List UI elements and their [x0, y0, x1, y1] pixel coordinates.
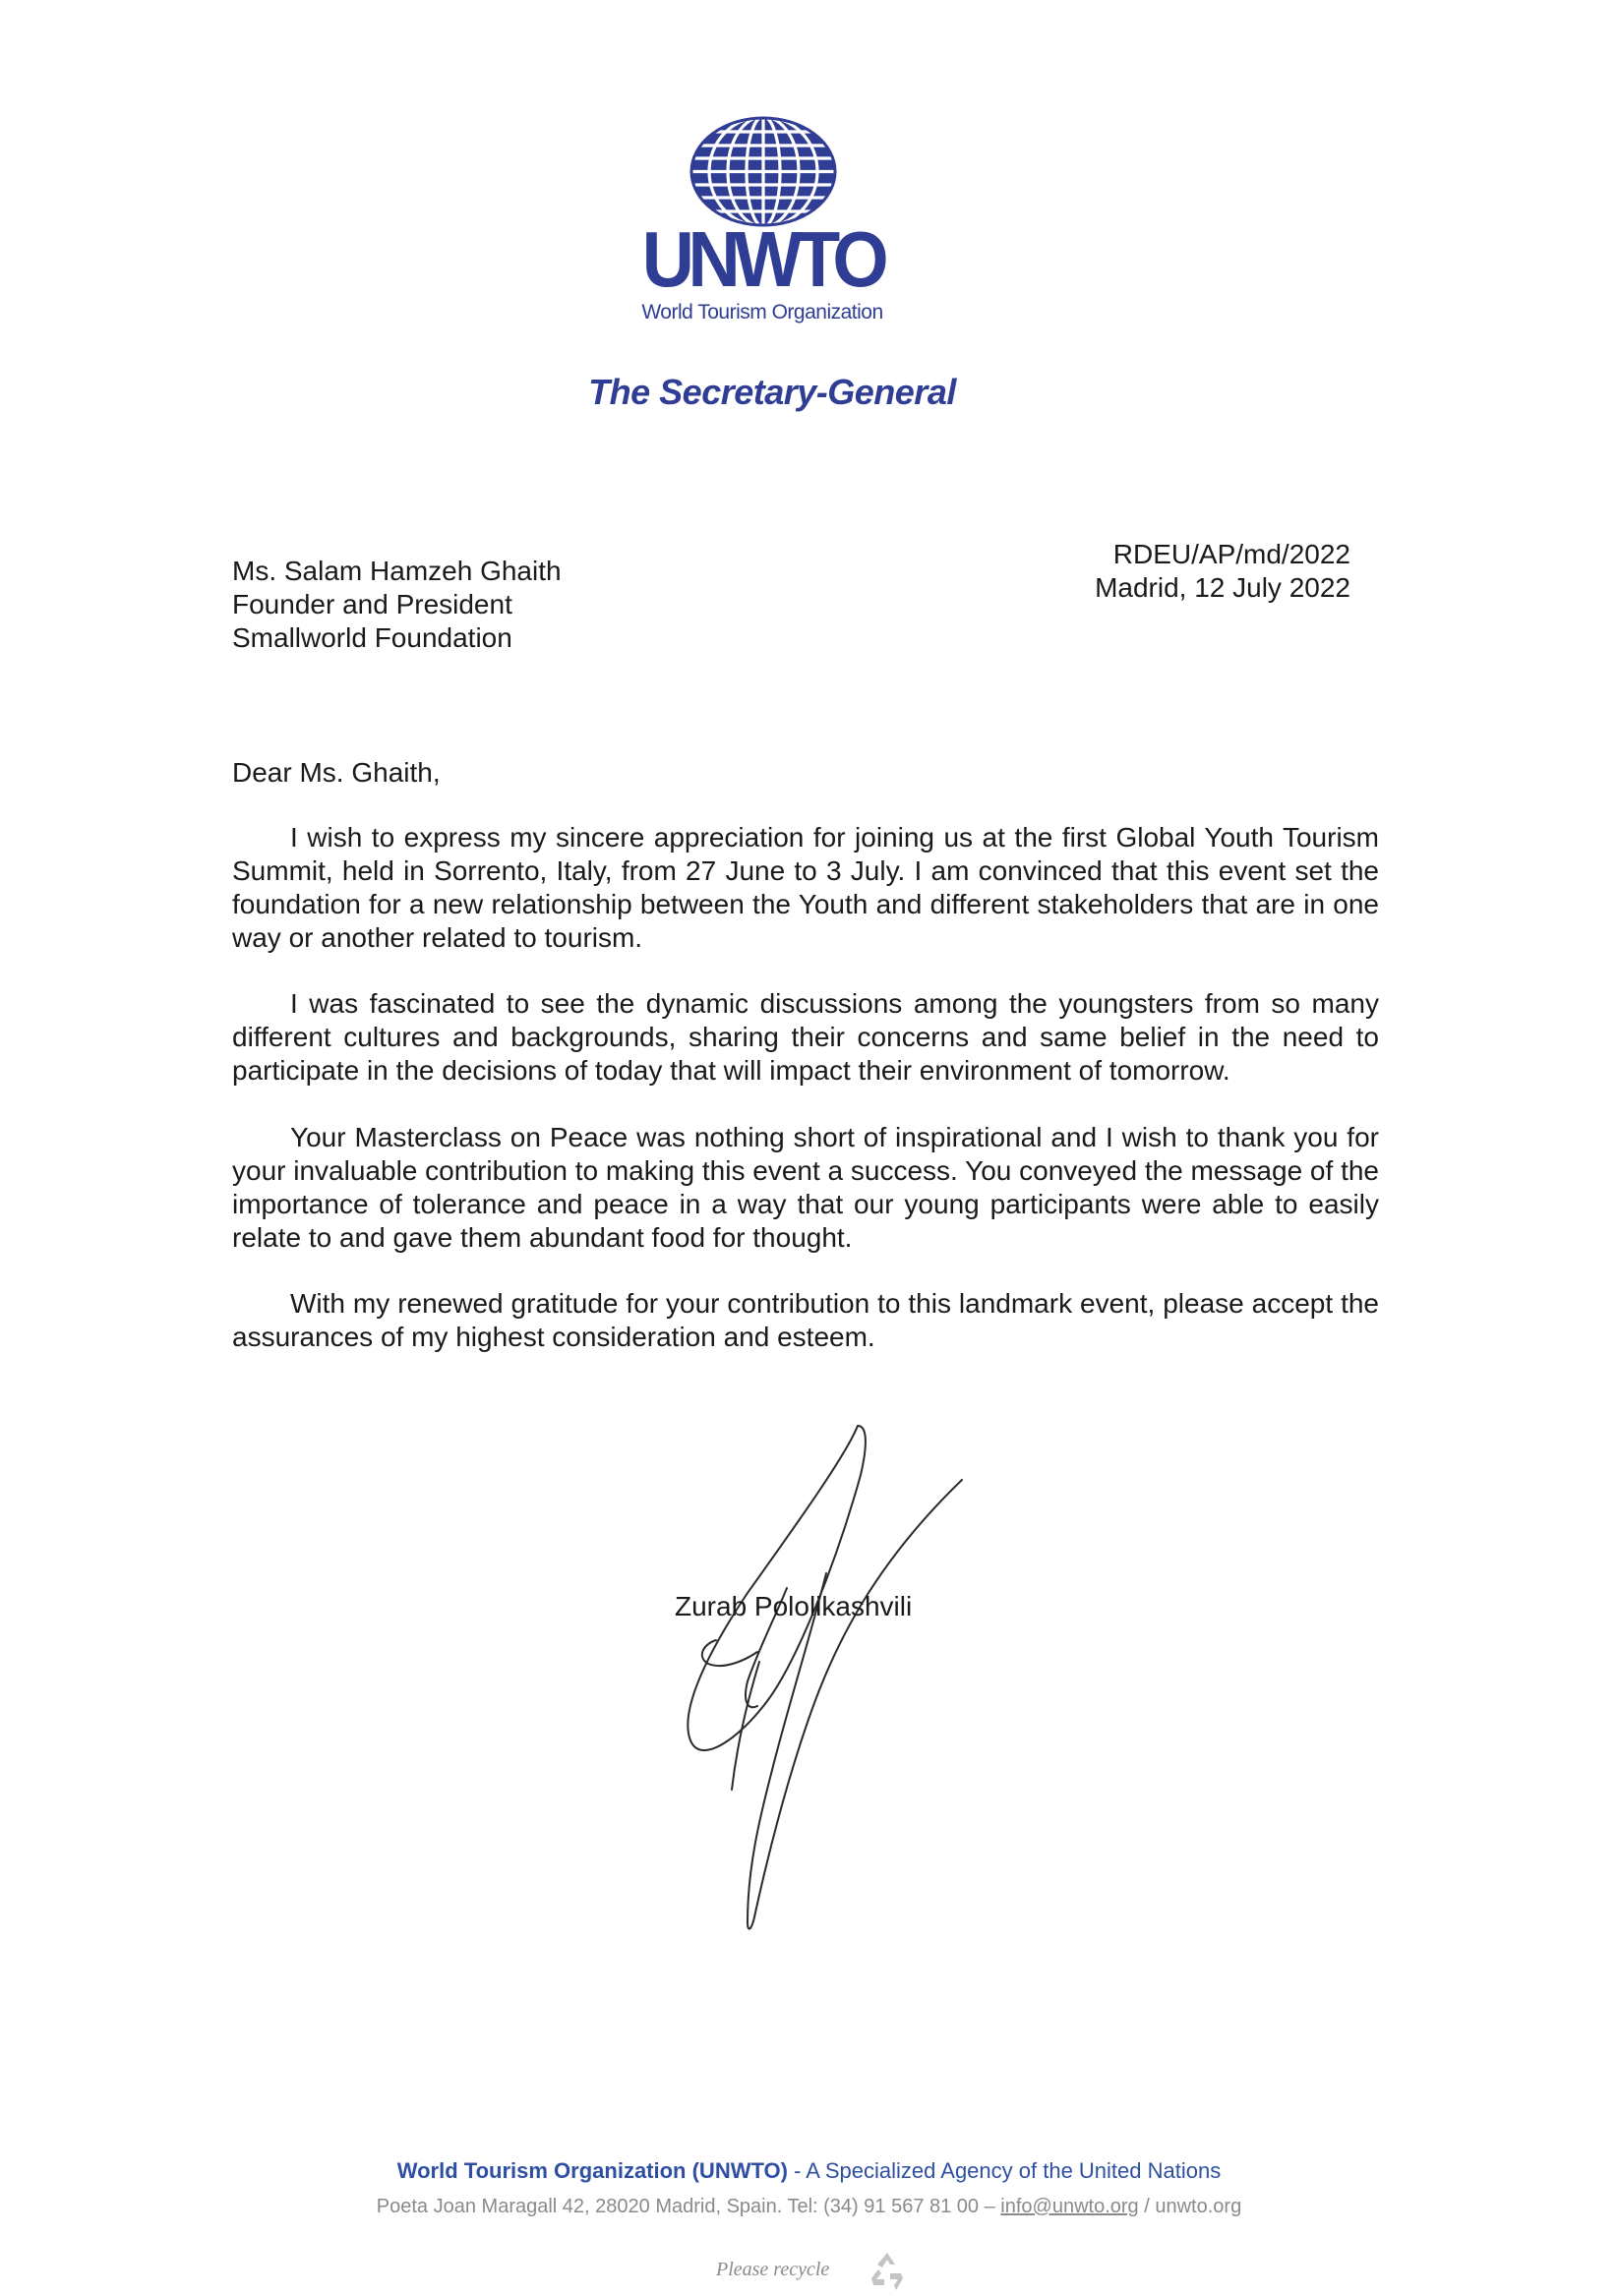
letter-paragraph-1: I wish to express my sincere appreciation for joining us at the first Global Youth Tourism Summit, held in Sorrento, Italy, from 27 June to 3 July. I am convinced that this event set the foundation for a new relationship between the Youth and different stakeholders that are in one way or another related to tourism. [232, 822, 1379, 953]
handwritten-signature [649, 1416, 974, 1947]
recycle-note: Please recycle [716, 2259, 830, 2280]
logo-wordmark: UNWTO [641, 215, 883, 303]
footer-agency-name: World Tourism Organization (UNWTO) [396, 2158, 788, 2183]
footer-website: / unwto.org [1138, 2196, 1242, 2217]
letter-paragraph-3: Your Masterclass on Peace was nothing short of inspirational and I wish to thank you for your invaluable contribution to making this event a success. You conveyed the message of the importance of tolerance and peace in a way that our young participants were able to easily relate to and gave them abundant food for thought. [232, 1122, 1379, 1253]
recipient-name: Ms. Salam Hamzeh Ghaith [232, 556, 562, 586]
logo-subtitle: World Tourism Organization [641, 301, 883, 324]
footer-address: Poeta Joan Maragall 42, 28020 Madrid, Spain. Tel: (34) 91 567 81 00 – [376, 2196, 1001, 2217]
footer-agency-description: - A Specialized Agency of the United Nations [787, 2158, 1222, 2183]
footer-agency-line [0, 2158, 1618, 2184]
signatory-name: Zurab Pololikashvili [675, 1591, 913, 1621]
letter-paragraph-2: I was fascinated to see the dynamic discussions among the youngsters from so many different cultures and backgrounds, sharing their concerns and same belief in the need to participate in the decisions of today that will impact their environment of tomorrow. [232, 988, 1379, 1086]
recipient-address [232, 555, 562, 655]
globe-logo-icon [689, 116, 837, 227]
place-date: Madrid, 12 July 2022 [1095, 572, 1350, 603]
salutation: Dear Ms. Ghaith, [232, 757, 441, 788]
recipient-organization: Smallworld Foundation [232, 622, 512, 653]
office-title: The Secretary-General [588, 372, 956, 412]
recipient-position: Founder and President [232, 589, 512, 619]
footer-email-link[interactable]: info@unwto.org [1000, 2196, 1139, 2217]
reference-block [1095, 538, 1350, 605]
letter-paragraph-4: With my renewed gratitude for your contribution to this landmark event, please accept the assurances of my highest consideration and esteem. [232, 1288, 1379, 1352]
footer-address-line [0, 2196, 1618, 2218]
reference-code: RDEU/AP/md/2022 [1112, 539, 1350, 569]
recycle-icon [866, 2249, 909, 2292]
